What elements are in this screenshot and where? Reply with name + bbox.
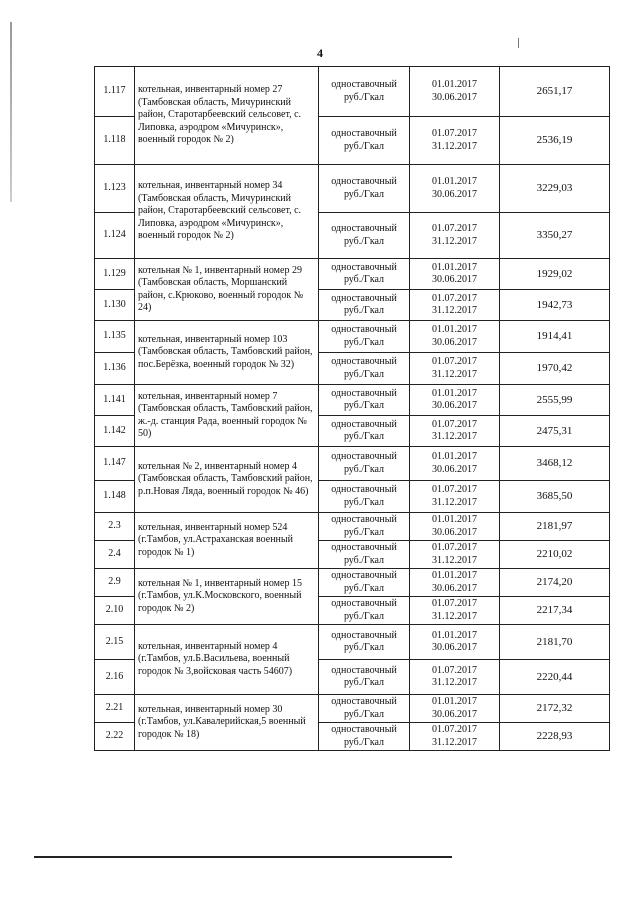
period-start: 01.01.2017 xyxy=(432,451,477,462)
row-number-cell: 1.135 xyxy=(95,321,135,353)
period-start: 01.07.2017 xyxy=(432,356,477,367)
tariff-type-cell: одноставочный руб./Гкал xyxy=(319,117,410,165)
period-cell xyxy=(410,290,500,321)
tariff-type-cell: одноставочный руб./Гкал xyxy=(319,259,410,290)
table-row xyxy=(95,513,610,541)
row-number-cell: 1.136 xyxy=(95,353,135,385)
tariff-value-cell: 2228,93 xyxy=(500,723,610,751)
table-row xyxy=(95,695,610,723)
row-number-cell: 2.4 xyxy=(95,541,135,569)
tariff-value-cell: 1929,02 xyxy=(500,259,610,290)
tariff-type-cell: одноставочный руб./Гкал xyxy=(319,165,410,213)
period-start: 01.01.2017 xyxy=(432,261,477,273)
tariff-value-cell: 2220,44 xyxy=(500,660,610,695)
tariff-value-cell: 2181,97 xyxy=(500,513,610,541)
tariff-type-cell: одноставочный руб./Гкал xyxy=(319,541,410,569)
page-number: 4 xyxy=(317,46,323,60)
period-cell xyxy=(410,353,500,385)
period-end: 30.06.2017 xyxy=(432,708,477,720)
row-number-cell: 1.123 xyxy=(95,165,135,213)
period-cell xyxy=(410,165,500,213)
tariff-value-cell: 2210,02 xyxy=(500,541,610,569)
tariff-value-cell: 2172,32 xyxy=(500,695,610,723)
period-cell xyxy=(410,321,500,353)
period-cell xyxy=(410,625,500,660)
tariff-value-cell: 3229,03 xyxy=(500,165,610,213)
row-number-cell: 1.141 xyxy=(95,385,135,416)
tariff-value-cell: 1970,42 xyxy=(500,353,610,385)
table-row xyxy=(95,165,610,213)
tariff-type-cell: одноставочный руб./Гкал xyxy=(319,481,410,513)
period-cell xyxy=(410,259,500,290)
period-end: 31.12.2017 xyxy=(432,305,477,316)
period-end: 30.06.2017 xyxy=(432,274,477,285)
period-start: 01.07.2017 xyxy=(432,724,477,735)
table-row xyxy=(95,625,610,660)
tariff-type-cell: одноставочный руб./Гкал xyxy=(319,321,410,353)
tariff-value-cell: 3468,12 xyxy=(500,447,610,481)
row-number-cell: 1.117 xyxy=(95,67,135,117)
tariff-value-cell: 2174,20 xyxy=(500,569,610,597)
period-start: 01.07.2017 xyxy=(432,418,477,430)
period-cell xyxy=(410,447,500,481)
period-end: 30.06.2017 xyxy=(432,526,477,538)
period-end: 30.06.2017 xyxy=(432,642,477,653)
period-end: 30.06.2017 xyxy=(432,400,477,411)
tariff-value-cell: 2217,34 xyxy=(500,597,610,625)
period-start: 01.07.2017 xyxy=(432,664,477,676)
tariff-type-cell: одноставочный руб./Гкал xyxy=(319,513,410,541)
period-end: 30.06.2017 xyxy=(432,91,477,103)
object-description-cell: котельная № 1, инвентарный номер 15 (г.Тамбов, ул.К.Московского, военный городок № 2) xyxy=(135,569,319,625)
tariff-type-cell: одноставочный руб./Гкал xyxy=(319,385,410,416)
period-start: 01.01.2017 xyxy=(432,79,477,90)
period-end: 31.12.2017 xyxy=(432,368,477,380)
period-end: 31.12.2017 xyxy=(432,431,477,442)
period-start: 01.07.2017 xyxy=(432,292,477,304)
row-number-cell: 1.129 xyxy=(95,259,135,290)
table-row xyxy=(95,321,610,353)
tariff-type-cell: одноставочный руб./Гкал xyxy=(319,416,410,447)
period-start: 01.07.2017 xyxy=(432,223,477,234)
tariff-table-body xyxy=(95,67,610,751)
tariff-type-cell: одноставочный руб./Гкал xyxy=(319,569,410,597)
object-description-cell: котельная, инвентарный номер 4 (г.Тамбов, ул.Б.Васильева, военный городок № 3,войсковая часть 54607) xyxy=(135,625,319,695)
tariff-type-cell: одноставочный руб./Гкал xyxy=(319,660,410,695)
tariff-type-cell: одноставочный руб./Гкал xyxy=(319,723,410,751)
period-end: 31.12.2017 xyxy=(432,554,477,566)
bottom-rule xyxy=(34,856,452,858)
row-number-cell: 2.21 xyxy=(95,695,135,723)
table-row xyxy=(95,447,610,481)
object-description-cell: котельная № 1, инвентарный номер 29 (Тамбовская область, Моршанский район, с.Крюково, военный городок № 24) xyxy=(135,259,319,321)
period-end: 31.12.2017 xyxy=(432,736,477,748)
tariff-value-cell: 2536,19 xyxy=(500,117,610,165)
period-end: 30.06.2017 xyxy=(432,463,477,475)
tariff-type-cell: одноставочный руб./Гкал xyxy=(319,695,410,723)
period-cell xyxy=(410,695,500,723)
period-start: 01.01.2017 xyxy=(432,696,477,707)
table-row xyxy=(95,67,610,117)
object-description-cell: котельная, инвентарный номер 30 (г.Тамбов, ул.Кавалерийская,5 военный городок № 18) xyxy=(135,695,319,751)
period-end: 31.12.2017 xyxy=(432,496,477,508)
period-end: 31.12.2017 xyxy=(432,235,477,247)
period-cell xyxy=(410,117,500,165)
tariff-value-cell: 2651,17 xyxy=(500,67,610,117)
row-number-cell: 1.118 xyxy=(95,117,135,165)
period-start: 01.07.2017 xyxy=(432,542,477,553)
period-cell xyxy=(410,513,500,541)
period-start: 01.01.2017 xyxy=(432,176,477,187)
row-number-cell: 2.15 xyxy=(95,625,135,660)
row-number-cell: 2.16 xyxy=(95,660,135,695)
tariff-type-cell: одноставочный руб./Гкал xyxy=(319,290,410,321)
table-row xyxy=(95,259,610,290)
row-number-cell: 1.148 xyxy=(95,481,135,513)
object-description-cell: котельная, инвентарный номер 103 (Тамбовская область, Тамбовский район, пос.Берёзка, военный городок № 32) xyxy=(135,321,319,385)
row-number-cell: 2.9 xyxy=(95,569,135,597)
period-cell xyxy=(410,67,500,117)
period-end: 31.12.2017 xyxy=(432,677,477,688)
period-cell xyxy=(410,213,500,259)
period-cell xyxy=(410,660,500,695)
row-number-cell: 2.3 xyxy=(95,513,135,541)
period-end: 30.06.2017 xyxy=(432,336,477,348)
tariff-type-cell: одноставочный руб./Гкал xyxy=(319,67,410,117)
period-start: 01.07.2017 xyxy=(432,484,477,495)
period-cell xyxy=(410,385,500,416)
row-number-cell: 2.22 xyxy=(95,723,135,751)
tariff-value-cell: 3685,50 xyxy=(500,481,610,513)
tariff-type-cell: одноставочный руб./Гкал xyxy=(319,353,410,385)
table-row xyxy=(95,385,610,416)
period-cell xyxy=(410,569,500,597)
tariff-type-cell: одноставочный руб./Гкал xyxy=(319,597,410,625)
period-start: 01.07.2017 xyxy=(432,598,477,609)
tariff-type-cell: одноставочный руб./Гкал xyxy=(319,447,410,481)
object-description-cell: котельная, инвентарный номер 34 (Тамбовская область, Мичуринский район, Старотарбеевский сельсовет, с. Липовка, аэродром «Мичуринск», военный городок № 2) xyxy=(135,165,319,259)
tariff-table xyxy=(94,66,610,751)
table-row xyxy=(95,569,610,597)
row-number-cell: 1.147 xyxy=(95,447,135,481)
period-start: 01.01.2017 xyxy=(432,629,477,641)
period-end: 30.06.2017 xyxy=(432,582,477,594)
period-end: 31.12.2017 xyxy=(432,610,477,622)
tariff-type-cell: одноставочный руб./Гкал xyxy=(319,625,410,660)
row-number-cell: 1.142 xyxy=(95,416,135,447)
tariff-value-cell: 2475,31 xyxy=(500,416,610,447)
object-description-cell: котельная, инвентарный номер 7 (Тамбовская область, Тамбовский район, ж.-д. станция Рада, военный городок № 50) xyxy=(135,385,319,447)
tariff-value-cell: 3350,27 xyxy=(500,213,610,259)
period-cell xyxy=(410,541,500,569)
tariff-value-cell: 2181,70 xyxy=(500,625,610,660)
tariff-value-cell: 1942,73 xyxy=(500,290,610,321)
period-start: 01.01.2017 xyxy=(432,514,477,525)
row-number-cell: 1.124 xyxy=(95,213,135,259)
object-description-cell: котельная, инвентарный номер 27 (Тамбовская область, Мичуринский район, Старотарбеевский сельсовет, с. Липовка, аэродром «Мичуринск», военный городок № 2) xyxy=(135,67,319,165)
row-number-cell: 2.10 xyxy=(95,597,135,625)
object-description-cell: котельная, инвентарный номер 524 (г.Тамбов, ул.Астраханская военный городок № 1) xyxy=(135,513,319,569)
period-start: 01.01.2017 xyxy=(432,570,477,581)
row-number-cell: 1.130 xyxy=(95,290,135,321)
period-cell xyxy=(410,597,500,625)
period-start: 01.01.2017 xyxy=(432,324,477,335)
period-start: 01.01.2017 xyxy=(432,387,477,399)
period-cell xyxy=(410,723,500,751)
period-end: 30.06.2017 xyxy=(432,188,477,200)
period-start: 01.07.2017 xyxy=(432,128,477,139)
object-description-cell: котельная № 2, инвентарный номер 4 (Тамбовская область, Тамбовский район, р.п.Новая Ляда, военный городок № 46) xyxy=(135,447,319,513)
tariff-type-cell: одноставочный руб./Гкал xyxy=(319,213,410,259)
period-end: 31.12.2017 xyxy=(432,140,477,152)
period-cell xyxy=(410,481,500,513)
tariff-value-cell: 2555,99 xyxy=(500,385,610,416)
tariff-value-cell: 1914,41 xyxy=(500,321,610,353)
period-cell xyxy=(410,416,500,447)
